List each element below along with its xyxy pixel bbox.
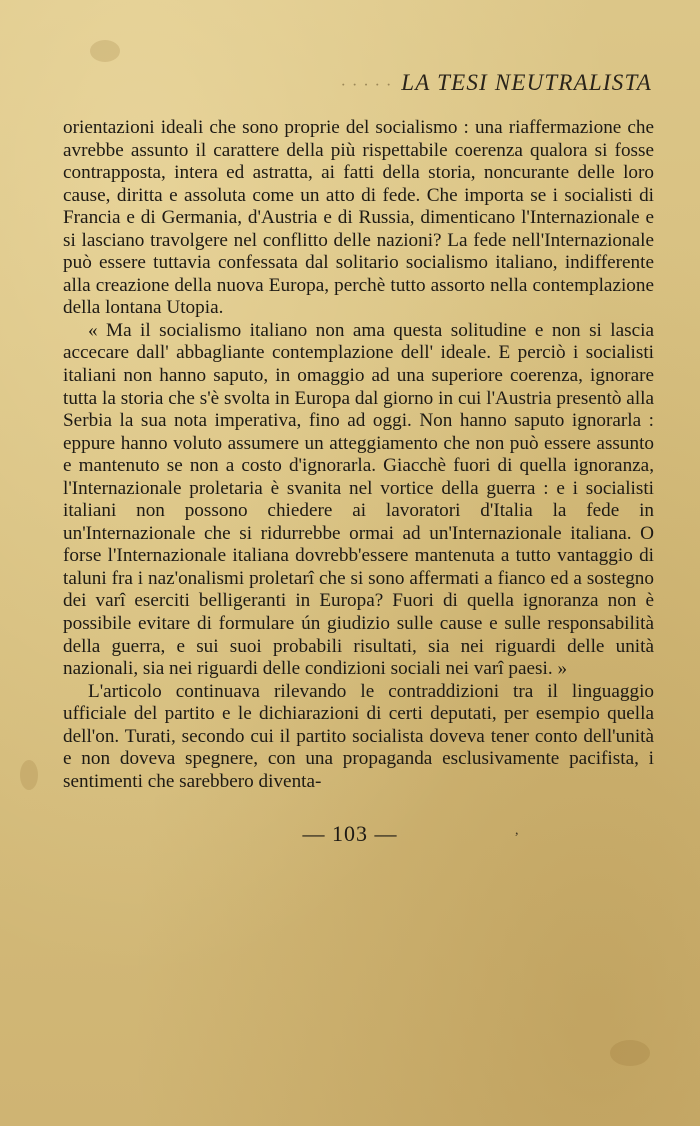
ink-speck: , <box>515 823 520 838</box>
paragraph-2: « Ma il socialismo italiano non ama questa solitudine e non si lascia accecare dall' abbagliante contemplazione dell' ideale. E perciò i socialisti italiani non hanno saputo, in omaggio ad una superiore coerenza, ignorare tutta la storia che s'è svolta in Europa dal giorno in cui l'Austria presentò alla Serbia la sua nota imperativa, fino ad oggi. Non hanno saputo ignorarla : eppure hanno voluto assumere un atteggiamento che non può essere assunto e mantenuto se non a costo d'ignorarla. Giacchè fuori di quella ignoranza, l'Internazionale proletaria è svanita nel vortice della guerra : e i socialisti italiani non possono chiedere ai lavoratori d'Italia la fede in un'Internazionale che si ridurrebbe ormai ad un'Internazionale italiana. O forse l'Internazionale italiana dovrebb'essere mantenuta a tutto vantaggio di taluni fra i naz'onalismi proletarî che si sono affermati a fianco ed a sostegno dei varî eserciti belligeranti in Europa? Fuori di quella ignoranza non è possibile evitare di formulare ún giudizio sulle cause e sulle responsabilità della guerra, e sui suoi probabili risultati, sia nei riguardi delle unità nazionali, sia nei riguardi delle condizioni sociali nei varî paesi. » <box>63 319 654 680</box>
page-number-footer <box>0 821 700 847</box>
paragraph-3: L'articolo continuava rilevando le contraddizioni tra il linguaggio ufficiale del partito e le dichiarazioni di certi deputati, per esempio quella dell'on. Turati, secondo cui il partito socialista doveva tener conto dell'unità e non doveva spegnere, con una propaganda esclusivamente pacifista, i sentimenti che sarebbero diventa- <box>63 680 654 792</box>
header-dots-ornament: ····· <box>340 77 398 94</box>
paragraph-1: orientazioni ideali che sono proprie del socialismo : una riaffermazione che avrebbe assunto il carattere della più rispettabile coerenza qualora si fosse contrapposta, intera ed astratta, ai fatti della storia, noncurante delle loro cause, diritta e assoluta come un atto di fede. Che importa se i socialisti di Francia e di Germania, d'Austria e di Russia, dimenticano l'Internazionale e si lasciano travolgere nel conflitto delle nazioni? La fede nell'Internazionale può essere tuttavia confessata dal solitario socialismo italiano, indifferente alla creazione della nuova Europa, perchè tutto assorto nella contemplazione della lontana Utopia. <box>63 117 654 319</box>
paper-stain <box>20 760 38 790</box>
page-number: — 103 — <box>302 821 398 846</box>
paper-stain <box>610 1040 650 1066</box>
body-text <box>63 117 654 793</box>
running-title: LA TESI NEUTRALISTA <box>401 70 652 95</box>
paper-stain <box>90 40 120 62</box>
running-header <box>300 70 652 96</box>
